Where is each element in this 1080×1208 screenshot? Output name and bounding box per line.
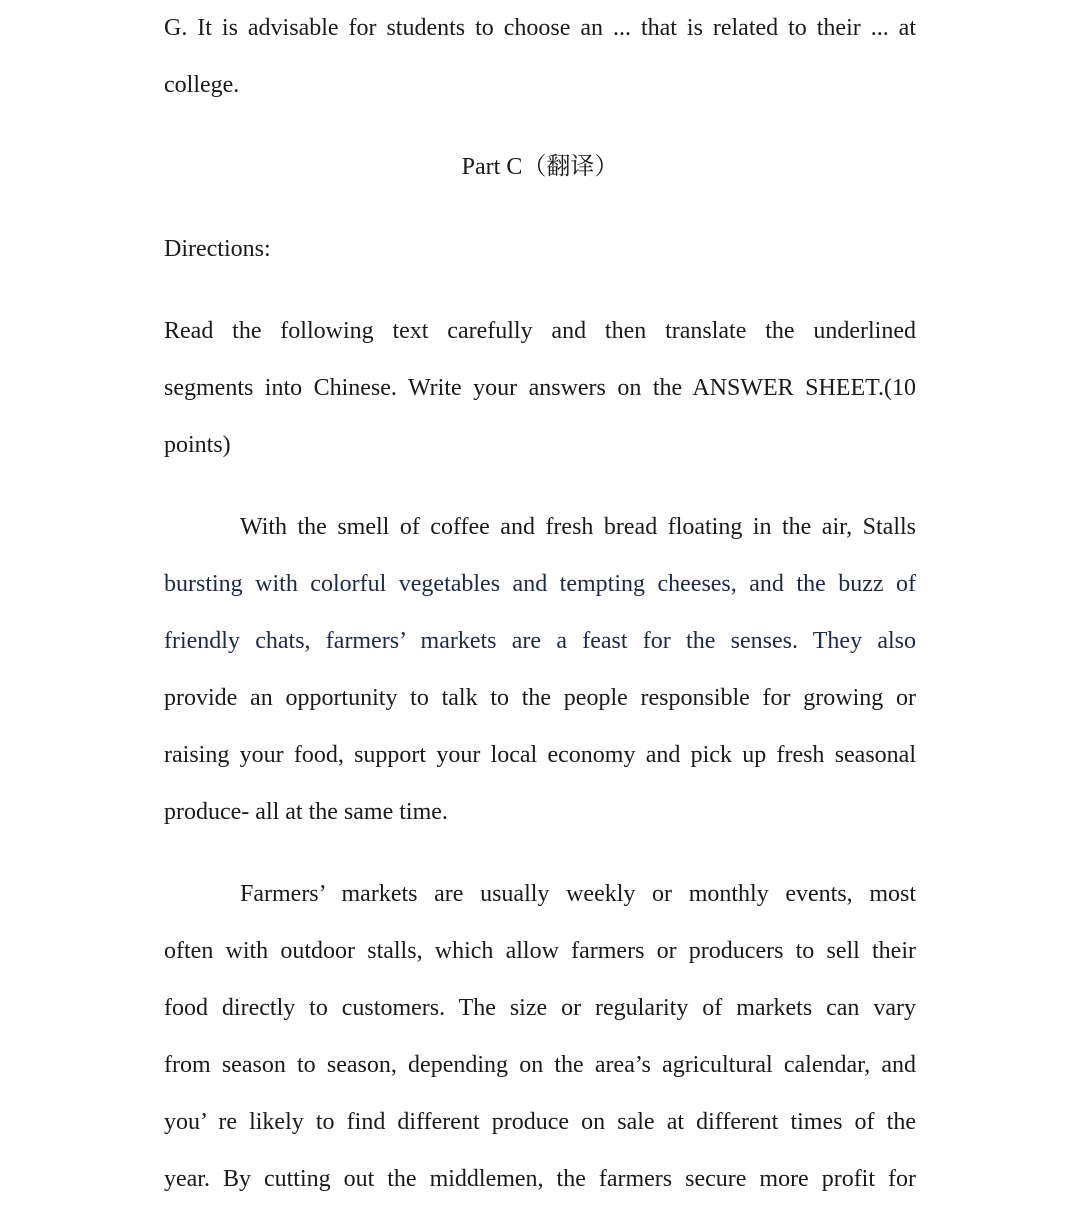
part-c-title: Part C（翻译） [461, 154, 619, 180]
directions-line: Read the following text carefully and then translate the underlined [164, 318, 916, 344]
paragraph-1 [164, 499, 916, 841]
directions-body [164, 303, 916, 474]
directions-line: points) [164, 432, 231, 458]
spacer [164, 841, 916, 866]
paragraph-2-line: Farmers’ markets are usually weekly or monthly events, most [240, 881, 916, 907]
paragraph-1-line: bursting with colorful vegetables and tempting cheeses, and the buzz of [164, 571, 916, 597]
paragraph-1-line: With the smell of coffee and fresh bread floating in the air, Stalls [240, 514, 916, 540]
paragraph-2-line: often with outdoor stalls, which allow farmers or producers to sell their [164, 938, 916, 964]
directions-line: segments into Chinese. Write your answers on the ANSWER SHEET.(10 [164, 375, 916, 401]
spacer [164, 114, 916, 139]
paragraph-1-line: friendly chats, farmers’ markets are a feast for the senses. They also [164, 628, 916, 654]
option-g-line-1: G. It is advisable for students to choose an ... that is related to their ... at [164, 15, 916, 41]
spacer [164, 196, 916, 221]
paragraph-1-line: provide an opportunity to talk to the people responsible for growing or [164, 685, 916, 711]
option-g-line-2: college. [164, 72, 240, 98]
spacer [164, 474, 916, 499]
paragraph-2-line: from season to season, depending on the area’s agricultural calendar, and [164, 1052, 916, 1078]
paragraph-1-line: produce- all at the same time. [164, 799, 448, 825]
document-page [164, 0, 916, 1208]
paragraph-2-line: food directly to customers. The size or regularity of markets can vary [164, 995, 916, 1021]
paragraph-2-line: you’ re likely to find different produce on sale at different times of the [164, 1109, 916, 1135]
directions-label: Directions: [164, 236, 271, 262]
spacer [164, 278, 916, 303]
paragraph-2 [164, 866, 916, 1208]
paragraph-2-line: year. By cutting out the middlemen, the farmers secure more profit for [164, 1166, 916, 1192]
paragraph-1-line: raising your food, support your local economy and pick up fresh seasonal [164, 742, 916, 768]
